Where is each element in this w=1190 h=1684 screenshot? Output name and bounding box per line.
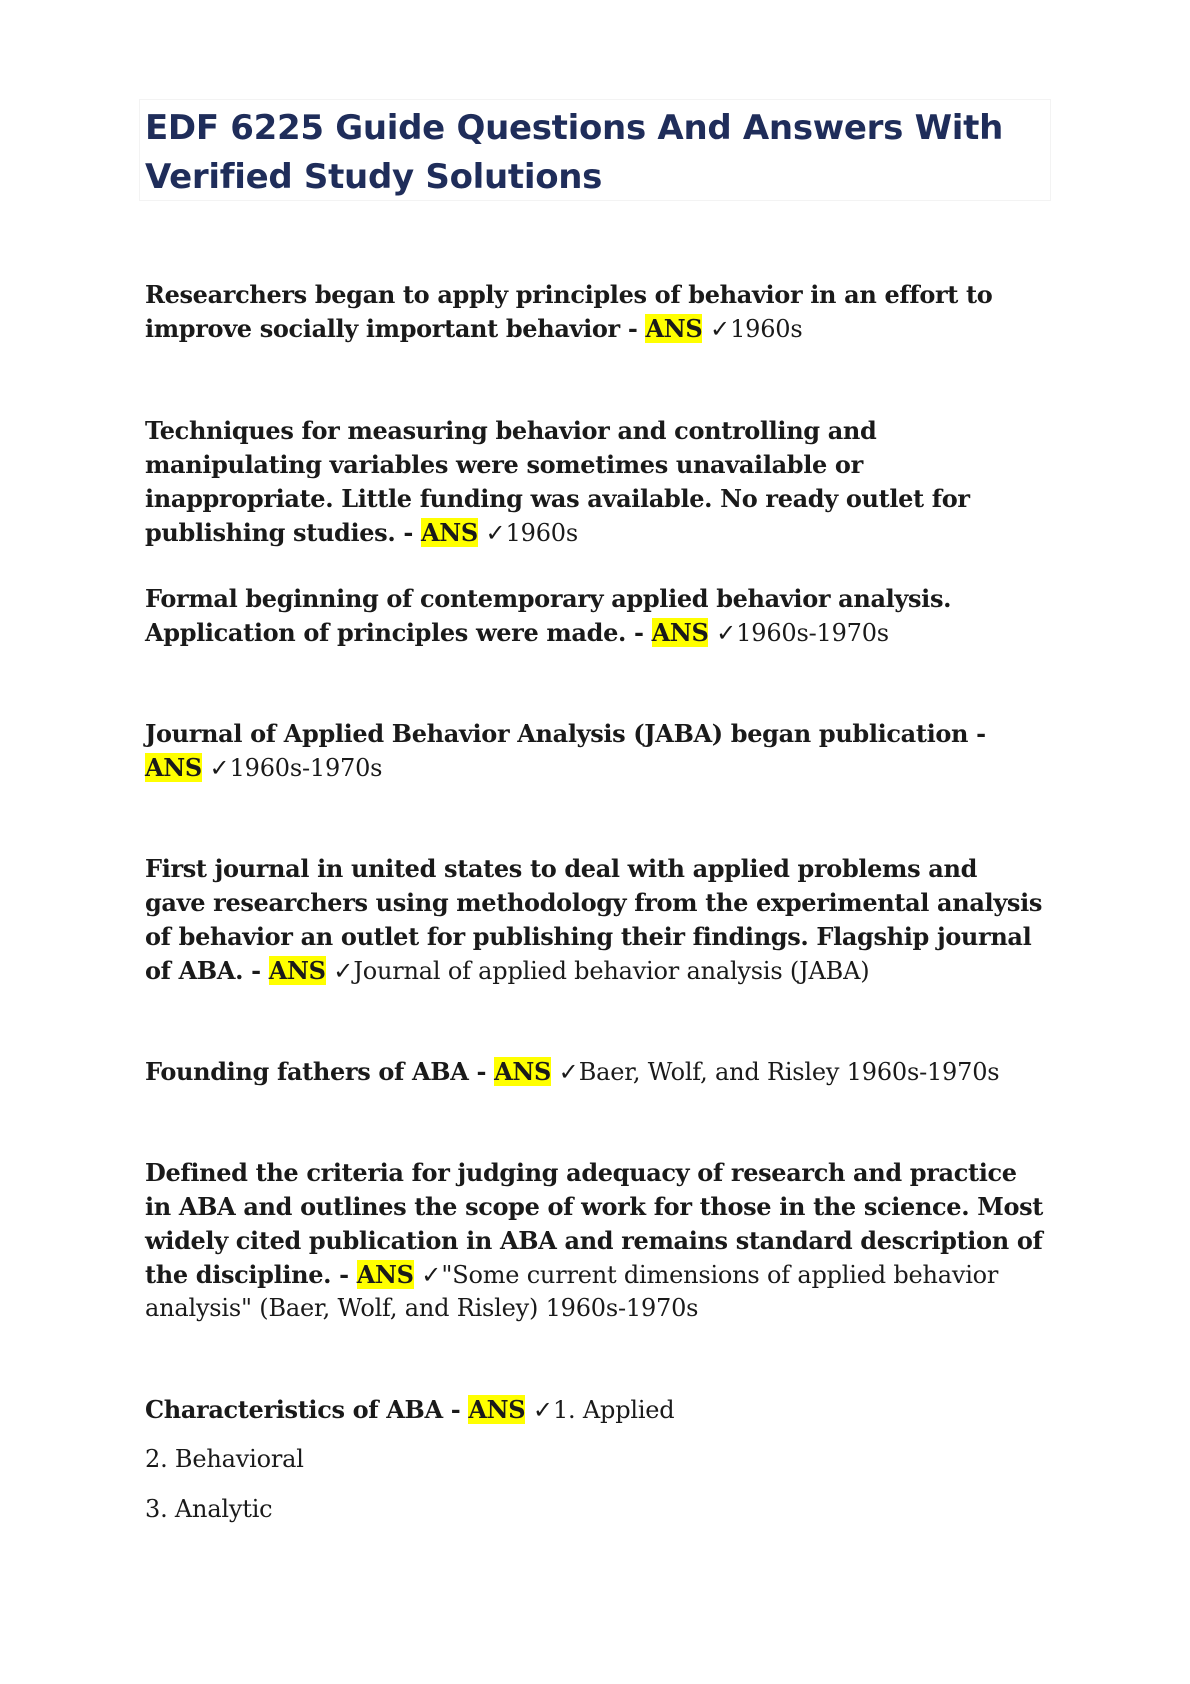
answer-text: 1. Applied (552, 1396, 675, 1424)
question-text: Formal beginning of contemporary applied behavior analysis. Application of principles were made. (145, 584, 952, 647)
qa-item (145, 1156, 1045, 1325)
qa-item (145, 717, 1045, 785)
page-title: EDF 6225 Guide Questions And Answers With Verified Study Solutions (145, 108, 1004, 197)
qa-item (145, 278, 1045, 346)
separator: - (395, 518, 421, 547)
separator: - (243, 956, 269, 985)
answer-text: 1960s-1970s (229, 754, 383, 782)
qa-item (145, 414, 1045, 550)
check-icon: ✓ (716, 619, 737, 647)
question-text: Founding fathers of ABA (145, 1057, 469, 1086)
question-text: Characteristics of ABA (145, 1395, 443, 1424)
answer-text: 1960s (505, 519, 578, 547)
list-continuation-item: 2. Behavioral (145, 1445, 304, 1473)
check-icon: ✓ (333, 957, 354, 985)
separator: - (442, 1395, 469, 1424)
separator: - (626, 618, 652, 647)
ans-highlight: ANS (145, 753, 202, 782)
list-continuation-item: 3. Analytic (145, 1495, 273, 1523)
ans-highlight: ANS (494, 1057, 551, 1086)
qa-item (145, 1393, 1045, 1427)
question-text: Techniques for measuring behavior and controlling and manipulating variables were sometimes unavailable or inappropriate. Little funding was available. No ready outlet for publishing studies. (145, 416, 970, 547)
check-icon: ✓ (709, 315, 731, 343)
answer-text: Baer, Wolf, and Risley 1960s-1970s (578, 1058, 1000, 1086)
answer-text: Journal of applied behavior analysis (JABA) (353, 957, 870, 985)
separator: - (468, 1057, 495, 1086)
qa-item (145, 852, 1045, 988)
check-icon: ✓ (532, 1396, 553, 1424)
question-text: Researchers began to apply principles of behavior in an effort to improve socially important behavior (145, 280, 993, 343)
ans-highlight: ANS (268, 956, 326, 985)
qa-item (145, 582, 1045, 650)
ans-highlight: ANS (420, 518, 478, 547)
ans-highlight: ANS (468, 1395, 526, 1424)
answer-text: "Some current dimensions of applied behavior analysis" (Baer, Wolf, and Risley) 1960s-1970s (145, 1261, 999, 1322)
question-text: Journal of Applied Behavior Analysis (JABA) began publication (145, 719, 969, 748)
separator: - (619, 314, 646, 343)
question-text: First journal in united states to deal with applied problems and gave researchers using methodology from the experimental analysis of behavior an outlet for publishing their findings. Flagship journal of ABA. (145, 854, 1043, 985)
separator: - (331, 1260, 357, 1289)
ans-highlight: ANS (651, 618, 709, 647)
check-icon: ✓ (558, 1058, 579, 1086)
qa-item (145, 1055, 1045, 1089)
separator: - (968, 719, 986, 748)
check-icon: ✓ (485, 519, 506, 547)
ans-highlight: ANS (645, 314, 703, 343)
ans-highlight: ANS (356, 1260, 414, 1289)
check-icon: ✓ (421, 1261, 442, 1289)
answer-text: 1960s-1970s (736, 619, 889, 647)
answer-text: 1960s (730, 315, 803, 343)
check-icon: ✓ (209, 754, 230, 782)
question-text: Defined the criteria for judging adequacy of research and practice in ABA and outlines the scope of work for those in the science. Most widely cited publication in ABA and remains standard description of the discipline. (145, 1158, 1044, 1289)
